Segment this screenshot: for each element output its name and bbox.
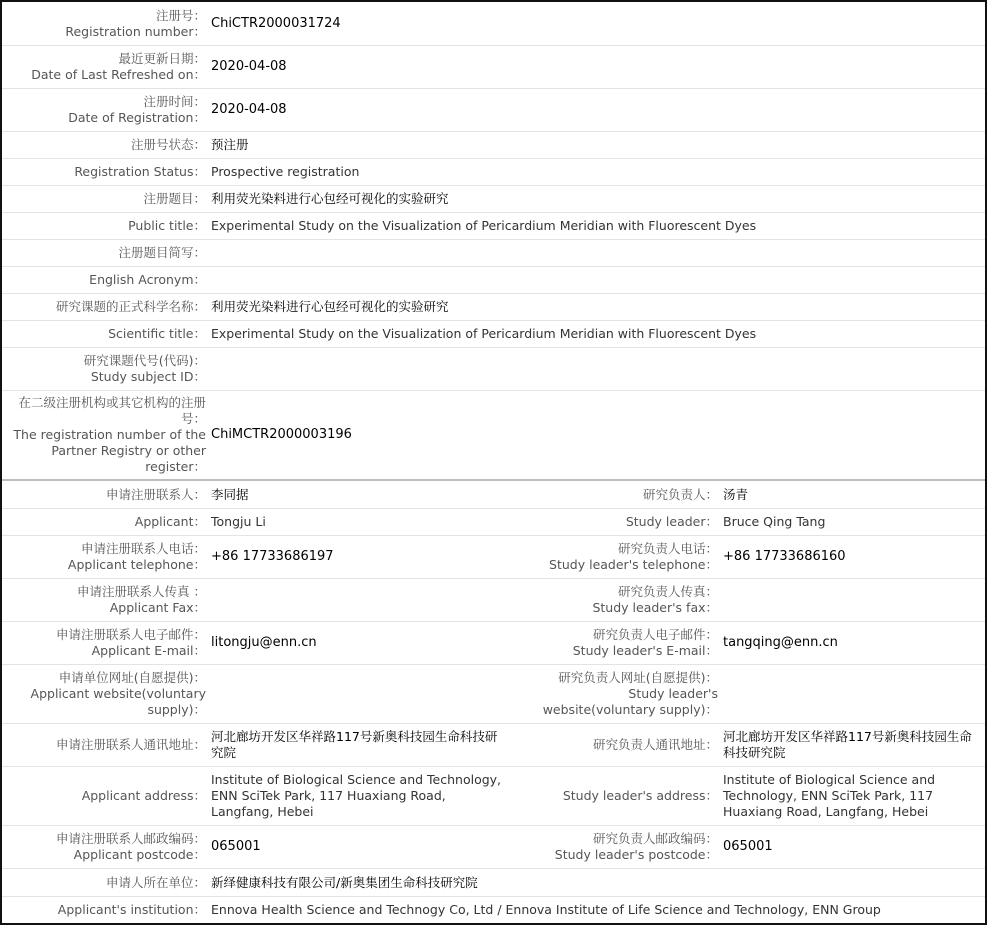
study-leader-en-value: Bruce Qing Tang	[723, 514, 826, 529]
field-label: 注册题目：	[143, 191, 206, 206]
field-label: 注册号： Registration number：	[65, 7, 206, 39]
row-institution-en	[2, 897, 985, 923]
institution-cn-value: 新绎健康科技有限公司/新奥集团生命科技研究院	[211, 874, 478, 890]
row-registration-date	[2, 89, 985, 132]
scientific-title-cn-value: 利用荧光染料进行心包经可视化的实验研究	[211, 299, 449, 314]
row-institution-cn	[2, 869, 985, 897]
row-email	[2, 622, 985, 665]
study-leader-fax-value	[723, 579, 981, 621]
row-public-title-en	[2, 213, 985, 240]
last-refreshed-value: 2020-04-08	[211, 59, 287, 74]
row-contact-cn	[2, 481, 985, 509]
applicant-telephone-value: +86 17733686197	[211, 549, 334, 564]
applicant-website-value	[211, 665, 511, 723]
public-title-en-value: Experimental Study on the Visualization of Pericardium Meridian with Fluorescent Dyes	[211, 218, 757, 233]
applicant-cn-value: 李同据	[211, 486, 249, 502]
applicant-fax-value	[211, 579, 511, 621]
field-label: 研究负责人电话： Study leader's telephone：	[549, 541, 718, 572]
field-label: Scientific title：	[108, 326, 206, 341]
applicant-email-value: litongju@enn.cn	[211, 635, 317, 650]
row-last-refreshed	[2, 46, 985, 89]
row-registration-status-en	[2, 159, 985, 186]
study-leader-address-en-value: Institute of Biological Science and Technology, ENN SciTek Park, 117 Huaxiang Road, Langfang, Hebei	[723, 772, 936, 819]
row-registration-number	[2, 2, 985, 46]
english-acronym-value	[211, 267, 981, 293]
field-label: 在二级注册机构或其它机构的注册 号： The registration number of the Partner Registry or other register：	[13, 395, 206, 474]
study-leader-cn-value: 汤青	[723, 486, 749, 502]
row-title-abbreviation	[2, 240, 985, 267]
field-label: 申请注册联系人电子邮件： Applicant E-mail：	[55, 627, 206, 658]
row-partner-registry	[2, 391, 985, 481]
field-label: 研究负责人传真： Study leader's fax：	[592, 584, 718, 615]
row-telephone	[2, 536, 985, 579]
field-label: 申请注册联系人传真 ： Applicant Fax：	[77, 584, 206, 615]
field-label: 注册时间： Date of Registration：	[68, 94, 206, 125]
study-leader-telephone-value: +86 17733686160	[723, 549, 846, 564]
registration-status-en-value: Prospective registration	[211, 164, 360, 179]
field-label: 最近更新日期： Date of Last Refreshed on：	[31, 51, 206, 82]
registration-number-value: ChiCTR2000031724	[211, 15, 341, 31]
study-subject-id-value	[211, 348, 981, 390]
row-website	[2, 665, 985, 724]
public-title-cn-value: 利用荧光染料进行心包经可视化的实验研究	[211, 191, 449, 206]
title-abbreviation-value	[211, 240, 981, 266]
study-leader-postcode-value: 065001	[723, 839, 773, 854]
row-public-title-cn	[2, 186, 985, 213]
partner-registry-value: ChiMCTR2000003196	[211, 427, 352, 442]
row-address-en	[2, 767, 985, 826]
registration-date-value: 2020-04-08	[211, 102, 287, 117]
applicant-address-en-value: Institute of Biological Science and Technology, ENN SciTek Park, 117 Huaxiang Road, Langfang, Hebei	[211, 772, 502, 819]
field-label: Applicant address：	[81, 788, 206, 803]
institution-en-value: Ennova Health Science and Technogy Co, Ltd / Ennova Institute of Life Science and Technology, ENN Group	[211, 902, 881, 917]
field-label: Study leader's address：	[562, 788, 718, 803]
field-label: 申请注册联系人邮政编码： Applicant postcode：	[55, 831, 206, 862]
field-label: 注册号状态：	[130, 137, 206, 152]
applicant-address-cn-value: 河北廊坊开发区华祥路117号新奥科技园生命科技研究院	[211, 729, 498, 760]
field-label: 研究负责人邮政编码： Study leader's postcode：	[554, 831, 718, 862]
field-label: Public title：	[128, 218, 206, 233]
applicant-en-value: Tongju Li	[211, 514, 266, 529]
field-label: 申请注册联系人电话： Applicant telephone：	[67, 541, 206, 572]
field-label: 注册题目简写：	[118, 245, 206, 260]
row-address-cn	[2, 724, 985, 767]
study-leader-website-value	[723, 665, 981, 723]
field-label: 申请注册联系人通讯地址：	[55, 737, 206, 752]
field-label: 研究课题代号(代码)： Study subject ID：	[83, 353, 206, 384]
field-label: 研究负责人电子邮件： Study leader's E-mail：	[572, 627, 718, 658]
field-label: 申请人所在单位：	[105, 874, 206, 890]
row-study-subject-id	[2, 348, 985, 391]
field-label: 研究课题的正式科学名称：	[55, 299, 206, 314]
scientific-title-en-value: Experimental Study on the Visualization of Pericardium Meridian with Fluorescent Dyes	[211, 326, 757, 341]
field-label: Applicant's institution：	[57, 902, 206, 917]
row-postcode	[2, 826, 985, 869]
row-scientific-title-cn	[2, 294, 985, 321]
study-leader-address-cn-value: 河北廊坊开发区华祥路117号新奥科技园生命科技研究院	[723, 729, 972, 760]
field-label: 申请注册联系人：	[105, 486, 206, 502]
field-label: Study leader：	[625, 514, 718, 529]
study-leader-email-value: tangqing@enn.cn	[723, 635, 838, 650]
field-label: 研究负责人通讯地址：	[592, 737, 718, 752]
registration-status-cn-value: 预注册	[211, 137, 249, 152]
row-contact-en	[2, 509, 985, 536]
field-label: 申请单位网址(自愿提供)： Applicant website(voluntary supply)：	[30, 670, 206, 717]
field-label: Registration Status：	[74, 164, 206, 179]
row-fax	[2, 579, 985, 622]
row-registration-status-cn	[2, 132, 985, 159]
applicant-postcode-value: 065001	[211, 839, 261, 854]
field-label: 研究负责人网址(自愿提供)： Study leader's website(voluntary supply)：	[542, 670, 718, 717]
row-scientific-title-en	[2, 321, 985, 348]
field-label: 研究负责人：	[642, 486, 718, 502]
field-label: Applicant：	[134, 514, 206, 529]
field-label: English Acronym：	[89, 272, 206, 287]
row-english-acronym	[2, 267, 985, 294]
